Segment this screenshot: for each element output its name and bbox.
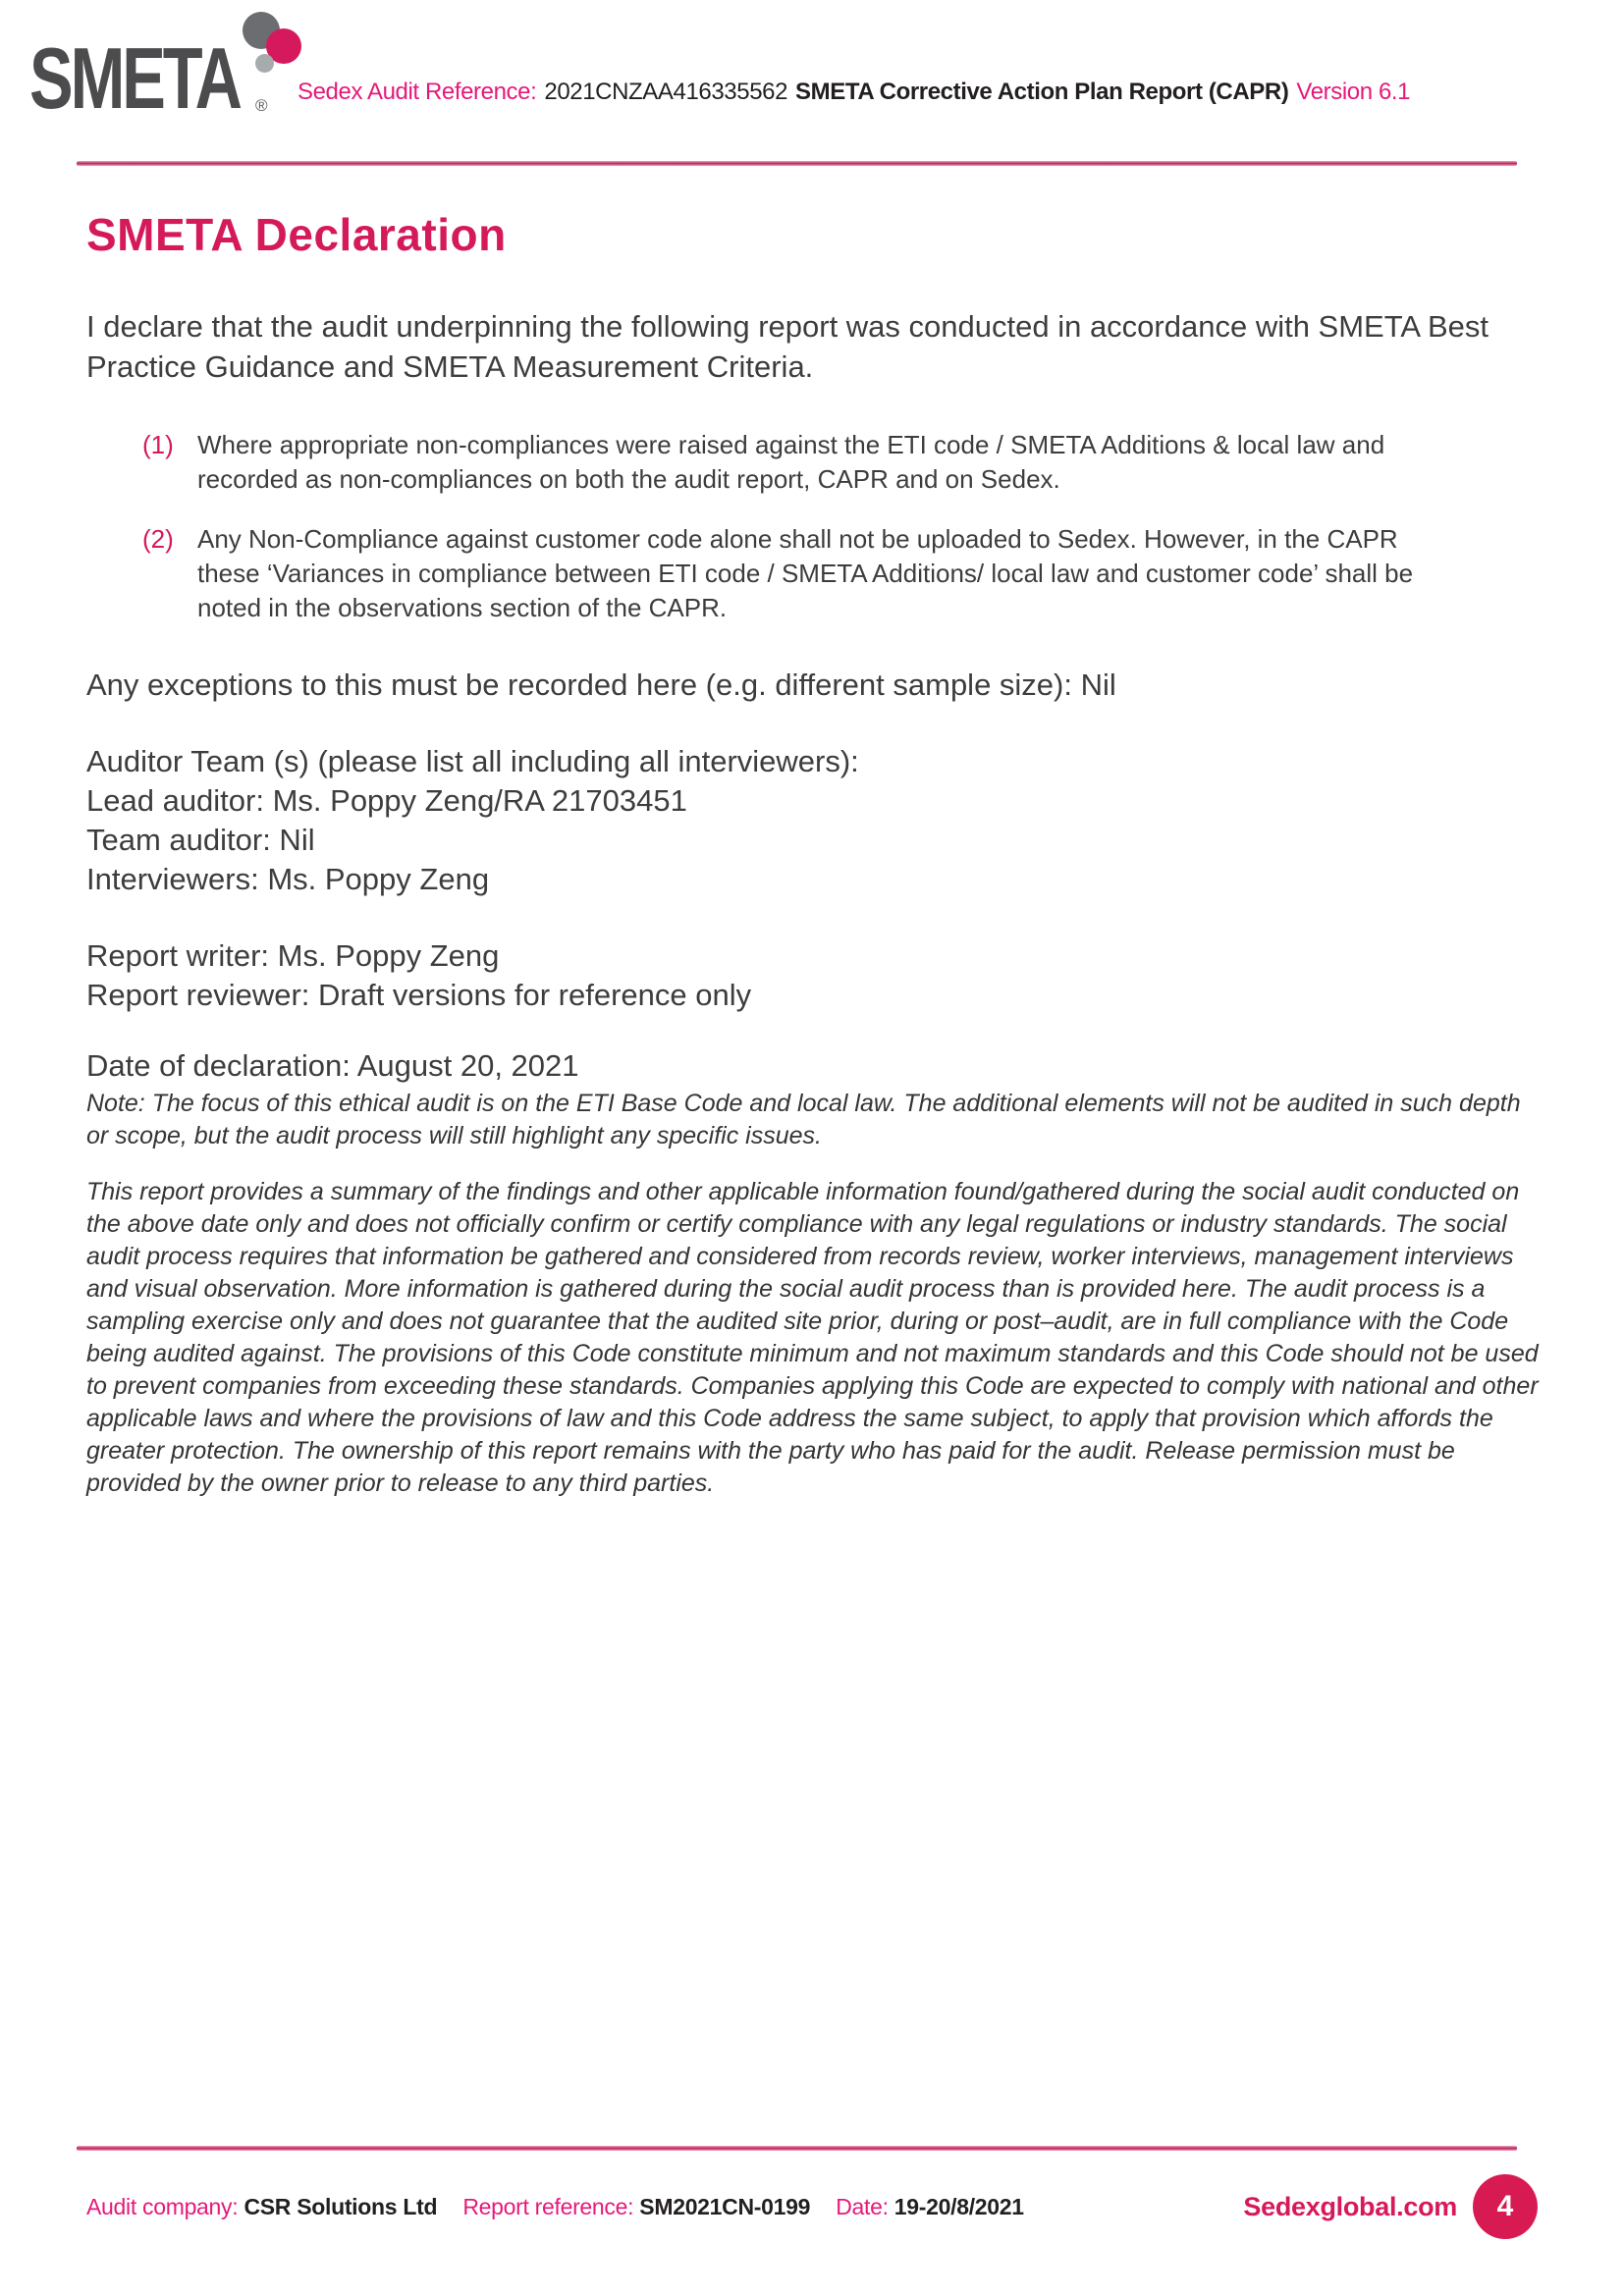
declaration-note: Note: The focus of this ethical audit is on the ETI Base Code and local law. The additional elements will not be audited in such depth or scope, but the audit process will still highlight any specific issues. — [86, 1090, 1521, 1149]
smeta-logo-text: SMETA — [29, 29, 240, 127]
version-label: Version 6.1 — [1296, 79, 1411, 105]
page-footer — [86, 2171, 1538, 2242]
auditor-team-heading: Auditor Team (s) (please list all including all interviewers): — [86, 744, 859, 778]
page-title: SMETA Declaration — [86, 209, 507, 260]
footer-divider — [77, 2146, 1517, 2151]
audit-company-label: Audit company: — [86, 2193, 239, 2219]
footer-brand — [1243, 2174, 1538, 2239]
registered-trademark-icon: ® — [255, 96, 268, 115]
auditor-team-block — [86, 742, 1542, 899]
header-divider — [77, 161, 1517, 166]
report-writer-line: Report writer: Ms. Poppy Zeng — [86, 938, 500, 973]
declaration-list — [86, 428, 1542, 625]
report-title: SMETA Corrective Action Plan Report (CAPR) — [795, 79, 1289, 105]
audit-reference-value: 2021CNZAA416335562 — [544, 79, 788, 105]
declaration-intro: I declare that the audit underpinning the following report was conducted in accordance with SMETA Best Practice Guidance and SMETA Measurement Criteria. — [86, 309, 1489, 384]
list-item — [86, 522, 1542, 625]
report-writer-block — [86, 936, 1542, 1015]
report-reviewer-line: Report reviewer: Draft versions for reference only — [86, 978, 752, 1012]
date-of-declaration: Date of declaration: August 20, 2021 — [86, 1048, 579, 1083]
report-reference-value: SM2021CN-0199 — [639, 2193, 811, 2219]
team-auditor-line: Team auditor: Nil — [86, 823, 315, 857]
list-item-number: (1) — [142, 430, 174, 459]
page-number-badge: 4 — [1473, 2174, 1538, 2239]
audit-company-value: CSR Solutions Ltd — [244, 2193, 438, 2219]
exceptions-line: Any exceptions to this must be recorded here (e.g. different sample size): Nil — [86, 667, 1116, 702]
declaration-disclaimer: This report provides a summary of the findings and other applicable information found/gathered during the social audit conducted on the above date only and does not officially confirm or certify compliance with any legal regulations or industry standards. The social audit process requires that information be gathered and considered from records review, worker interviews, management interviews and visual observation. More information is gathered during the social audit process than is provided here. The audit process is a sampling exercise only and does not guarantee that the audited site prior, during or post–audit, are in full compliance with the Code being audited against. The provisions of this Code constitute minimum and not maximum standards and this Code should not be used to prevent companies from exceeding these standards. Companies applying this Code are expected to comply with national and other applicable laws and where the provisions of law and this Code address the same subject, to apply that provision which affords the greater protection. The ownership of this report remains with the party who has paid for the audit. Release permission must be provided by the owner prior to release to any third parties. — [86, 1178, 1539, 1497]
date-value: 19-20/8/2021 — [893, 2193, 1024, 2219]
list-item-text: Any Non-Compliance against customer code alone shall not be uploaded to Sedex. However, in the CAPR these ‘Variances in compliance between ETI code / SMETA Additions/ local law and customer code’ shall be noted in the observations section of the CAPR. — [197, 524, 1414, 622]
sedexglobal-website: Sedexglobal.com — [1243, 2191, 1457, 2221]
header-reference-line — [298, 77, 1418, 108]
interviewers-line: Interviewers: Ms. Poppy Zeng — [86, 862, 490, 896]
declaration-content — [86, 187, 1542, 1500]
date-label: Date: — [836, 2193, 889, 2219]
footer-reference-info — [86, 2194, 1044, 2220]
list-item — [86, 428, 1542, 497]
list-item-number: (2) — [142, 524, 174, 554]
logo-dot-small-gray-icon — [255, 54, 274, 73]
report-reference-label: Report reference: — [462, 2193, 634, 2219]
list-item-text: Where appropriate non-compliances were raised against the ETI code / SMETA Additions & local law and recorded as non-compliances on both the audit report, CAPR and on Sedex. — [197, 430, 1385, 494]
audit-reference-label: Sedex Audit Reference: — [298, 79, 537, 105]
lead-auditor-line: Lead auditor: Ms. Poppy Zeng/RA 21703451 — [86, 783, 687, 818]
